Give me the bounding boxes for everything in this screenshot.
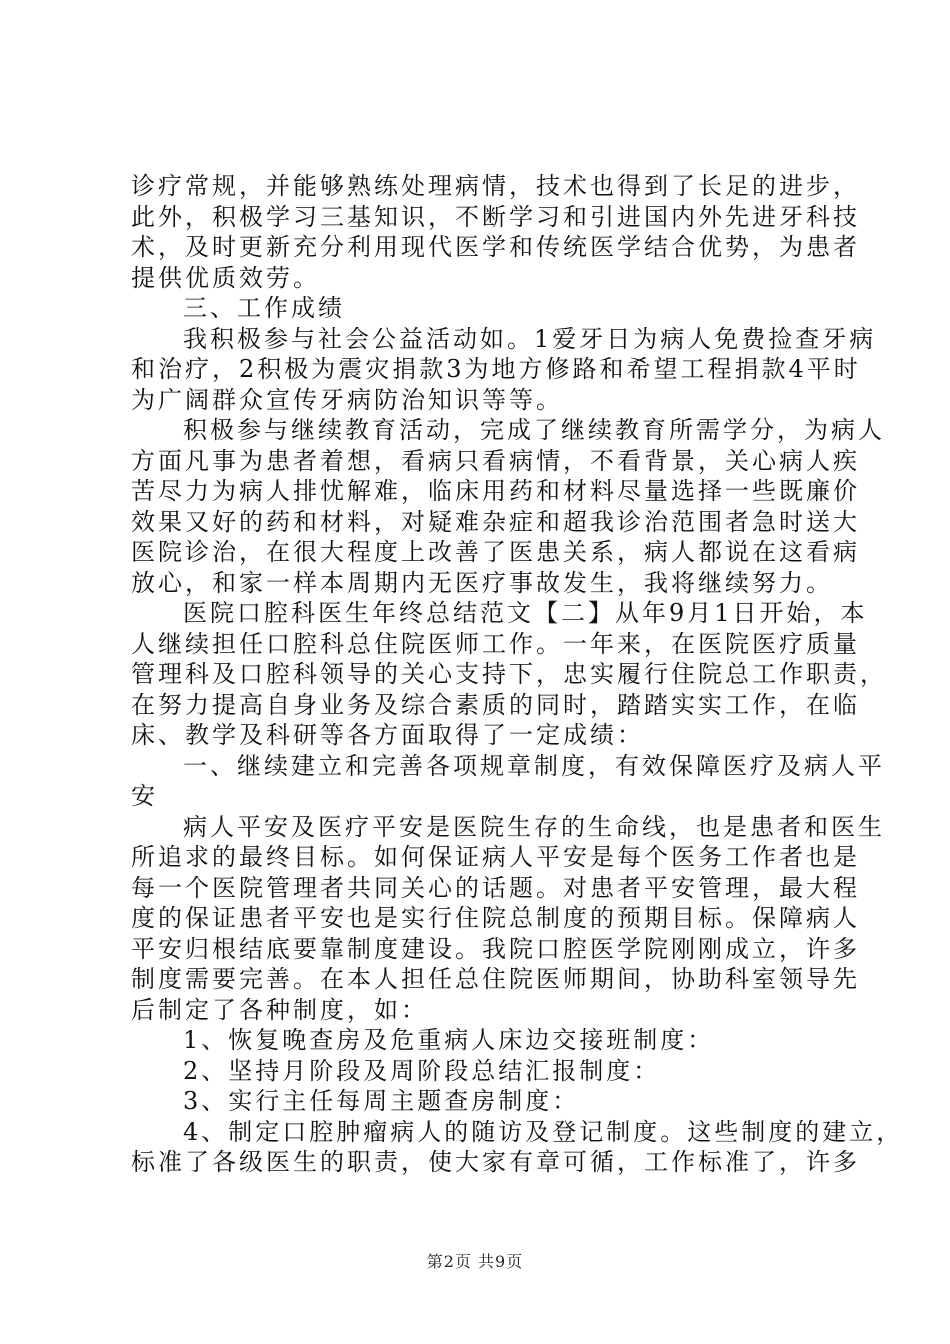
text-line: 制度需要完善。在本人担任总住院医师期间，协助科室领导先 [131, 965, 860, 993]
text-line: 苦尽力为病人排忧解难，临床用药和材料尽量选择一些既廉价 [131, 477, 860, 505]
text-line: 4、制定口腔肿瘤病人的随访及登记制度。这些制度的建立， [183, 1117, 904, 1146]
text-line: 术，及时更新充分利用现代医学和传统医学结合优势，为患者 [131, 233, 860, 261]
text-line: 所追求的最终目标。如何保证病人平安是每个医务工作者也是 [131, 843, 860, 871]
text-line: 每一个医院管理者共同关心的话题。对患者平安管理，最大程 [131, 873, 860, 902]
text-line: 后制定了各种制度，如： [131, 995, 428, 1024]
text-line: 一、继续建立和完善各项规章制度，有效保障医疗及病人平 [183, 751, 885, 780]
text-line: 放心，和家一样本周期内无医疗事故发生，我将继续努力。 [131, 568, 833, 597]
text-line: 度的保证患者平安也是实行住院总制度的预期目标。保障病人 [131, 904, 860, 932]
text-line: 诊疗常规，并能够熟练处理病情，技术也得到了长足的进步， [131, 172, 860, 200]
text-line: 病人平安及医疗平安是医院生存的生命线，也是患者和医生 [183, 812, 885, 841]
text-line: 医院诊治，在很大程度上改善了医患关系，病人都说在这看病 [131, 538, 860, 566]
text-line: 人继续担任口腔科总住院医师工作。一年来，在医院医疗质量 [131, 629, 860, 658]
page-footer [0, 1249, 950, 1272]
text-line: 提供优质效劳。 [131, 263, 320, 292]
document-body [131, 171, 904, 1178]
text-line: 三、工作成绩 [183, 294, 345, 322]
text-line: 积极参与继续教育活动，完成了继续教育所需学分，为病人 [183, 416, 885, 444]
text-line: 1、恢复晚查房及危重病人床边交接班制度： [183, 1026, 715, 1054]
text-line: 标准了各级医生的职责，使大家有章可循，工作标准了，许多 [131, 1148, 860, 1176]
text-line: 效果又好的药和材料，对疑难杂症和超我诊治范围者急时送大 [131, 507, 860, 536]
text-line: 我积极参与社会公益活动如。1爱牙日为病人免费捡查牙病 [183, 324, 877, 353]
page-number: 第2页 共9页 [426, 1252, 524, 1271]
text-line: 平安归根结底要靠制度建设。我院口腔医学院刚刚成立，许多 [131, 934, 860, 963]
text-line: 此外，积极学习三基知识，不断学习和引进国内外先进牙科技 [131, 202, 860, 231]
text-line: 安 [131, 782, 158, 810]
text-line: 医院口腔科医生年终总结范文【二】从年9月1日开始，本 [183, 599, 868, 627]
text-line: 在努力提高自身业务及综合素质的同时，踏踏实实工作，在临 [131, 690, 860, 719]
text-line: 和治疗，2积极为震灾捐款3为地方修路和希望工程捐款4平时 [131, 355, 861, 383]
text-line: 方面凡事为患者着想，看病只看病情，不看背景，关心病人疾 [131, 446, 860, 475]
text-line: 床、教学及科研等各方面取得了一定成绩： [131, 721, 644, 749]
text-line: 为广阔群众宣传牙病防治知识等等。 [131, 385, 563, 414]
text-line: 3、实行主任每周主题查房制度： [183, 1087, 580, 1115]
text-line: 2、坚持月阶段及周阶段总结汇报制度： [183, 1056, 661, 1085]
text-line: 管理科及口腔科领导的关心支持下，忠实履行住院总工作职责， [131, 660, 887, 688]
